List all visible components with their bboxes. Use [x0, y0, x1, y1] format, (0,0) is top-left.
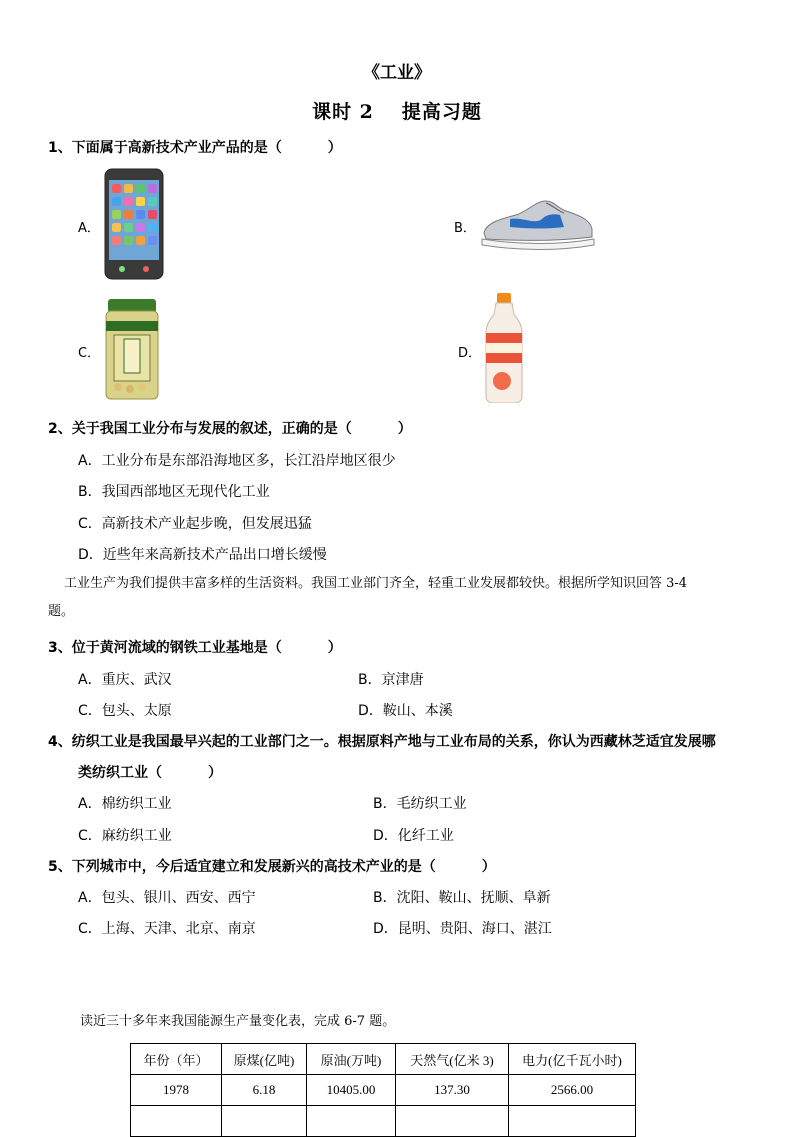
q4-option-b: B．毛纺织工业	[373, 796, 467, 812]
document-subtitle	[0, 97, 794, 124]
q4-option-a: A．棉纺织工业	[78, 796, 172, 812]
table-cell	[509, 1106, 636, 1137]
q3-option-d: D．鞍山、本溪	[358, 703, 453, 719]
q1-option-c-label: C．	[78, 346, 101, 361]
q5-option-a: A．包头、银川、西安、西宁	[78, 890, 256, 906]
smartphone-icon	[104, 168, 164, 280]
q3-option-c: C．包头、太原	[78, 703, 172, 719]
q1-option-a-label: A．	[78, 221, 100, 236]
table-row	[131, 1075, 636, 1106]
juice-bottle-icon	[484, 293, 524, 403]
q2-option-d: D．近些年来高新技术产品出口增长缓慢	[78, 547, 327, 563]
table-cell	[222, 1106, 307, 1137]
table-cell	[396, 1106, 509, 1137]
q1-option-b-label: B．	[454, 221, 476, 236]
sneaker-icon	[480, 195, 596, 251]
question-4-stem: 4、纺织工业是我国最早兴起的工业部门之一。根据原料产地与工业布局的关系，你认为西藏林芝适宜发展哪	[48, 734, 716, 750]
q5-option-c: C．上海、天津、北京、南京	[78, 921, 256, 937]
passage-6-7: 读近三十多年来我国能源生产量变化表，完成 6-7 题。	[80, 1014, 396, 1029]
question-2-stem: 2、关于我国工业分布与发展的叙述，正确的是（ ）	[48, 421, 412, 437]
table-header: 原油(万吨)	[307, 1044, 396, 1075]
question-3-stem: 3、位于黄河流域的钢铁工业基地是（ ）	[48, 640, 342, 656]
document-title: 《工业》	[363, 63, 431, 83]
q2-option-c: C．高新技术产业起步晚，但发展迅猛	[78, 516, 312, 532]
q4-option-c: C．麻纺织工业	[78, 828, 172, 844]
table-header-row	[131, 1044, 636, 1075]
q3-option-b: B．京津唐	[358, 672, 424, 688]
table-row-partial	[131, 1106, 636, 1137]
q4-option-d: D．化纤工业	[373, 828, 454, 844]
table-cell	[307, 1106, 396, 1137]
q5-option-b: B．沈阳、鞍山、抚顺、阜新	[373, 890, 551, 906]
table-cell: 137.30	[396, 1075, 509, 1106]
table-cell: 1978	[131, 1075, 222, 1106]
table-header: 天然气(亿米 3)	[396, 1044, 509, 1075]
table-header: 电力(亿千瓦小时)	[509, 1044, 636, 1075]
subtitle-label: 提高习题	[401, 101, 482, 123]
table-header: 年份（年）	[131, 1044, 222, 1075]
table-cell: 2566.00	[509, 1075, 636, 1106]
lesson-label: 课时 2	[312, 101, 374, 123]
pistachio-jar-icon	[104, 299, 160, 401]
q2-option-a: A．工业分布是东部沿海地区多，长江沿岸地区很少	[78, 453, 396, 469]
question-5-stem: 5、下列城市中，今后适宜建立和发展新兴的高技术产业的是（ ）	[48, 859, 496, 875]
q1-option-d-label: D．	[458, 346, 482, 361]
q2-option-b: B．我国西部地区无现代化工业	[78, 484, 270, 500]
question-1-stem: 1、下面属于高新技术产业产品的是（ ）	[48, 140, 342, 156]
q5-option-d: D．昆明、贵阳、海口、湛江	[373, 921, 552, 937]
question-4-stem-cont: 类纺织工业（ ）	[78, 765, 222, 781]
table-header: 原煤(亿吨)	[222, 1044, 307, 1075]
table-cell: 6.18	[222, 1075, 307, 1106]
passage-3-4: 工业生产为我们提供丰富多样的生活资料。我国工业部门齐全，轻重工业发展都较快。根据所学知识回答 3-4 题。	[48, 576, 688, 619]
table-cell: 10405.00	[307, 1075, 396, 1106]
table-cell	[131, 1106, 222, 1137]
q3-option-a: A．重庆、武汉	[78, 672, 172, 688]
